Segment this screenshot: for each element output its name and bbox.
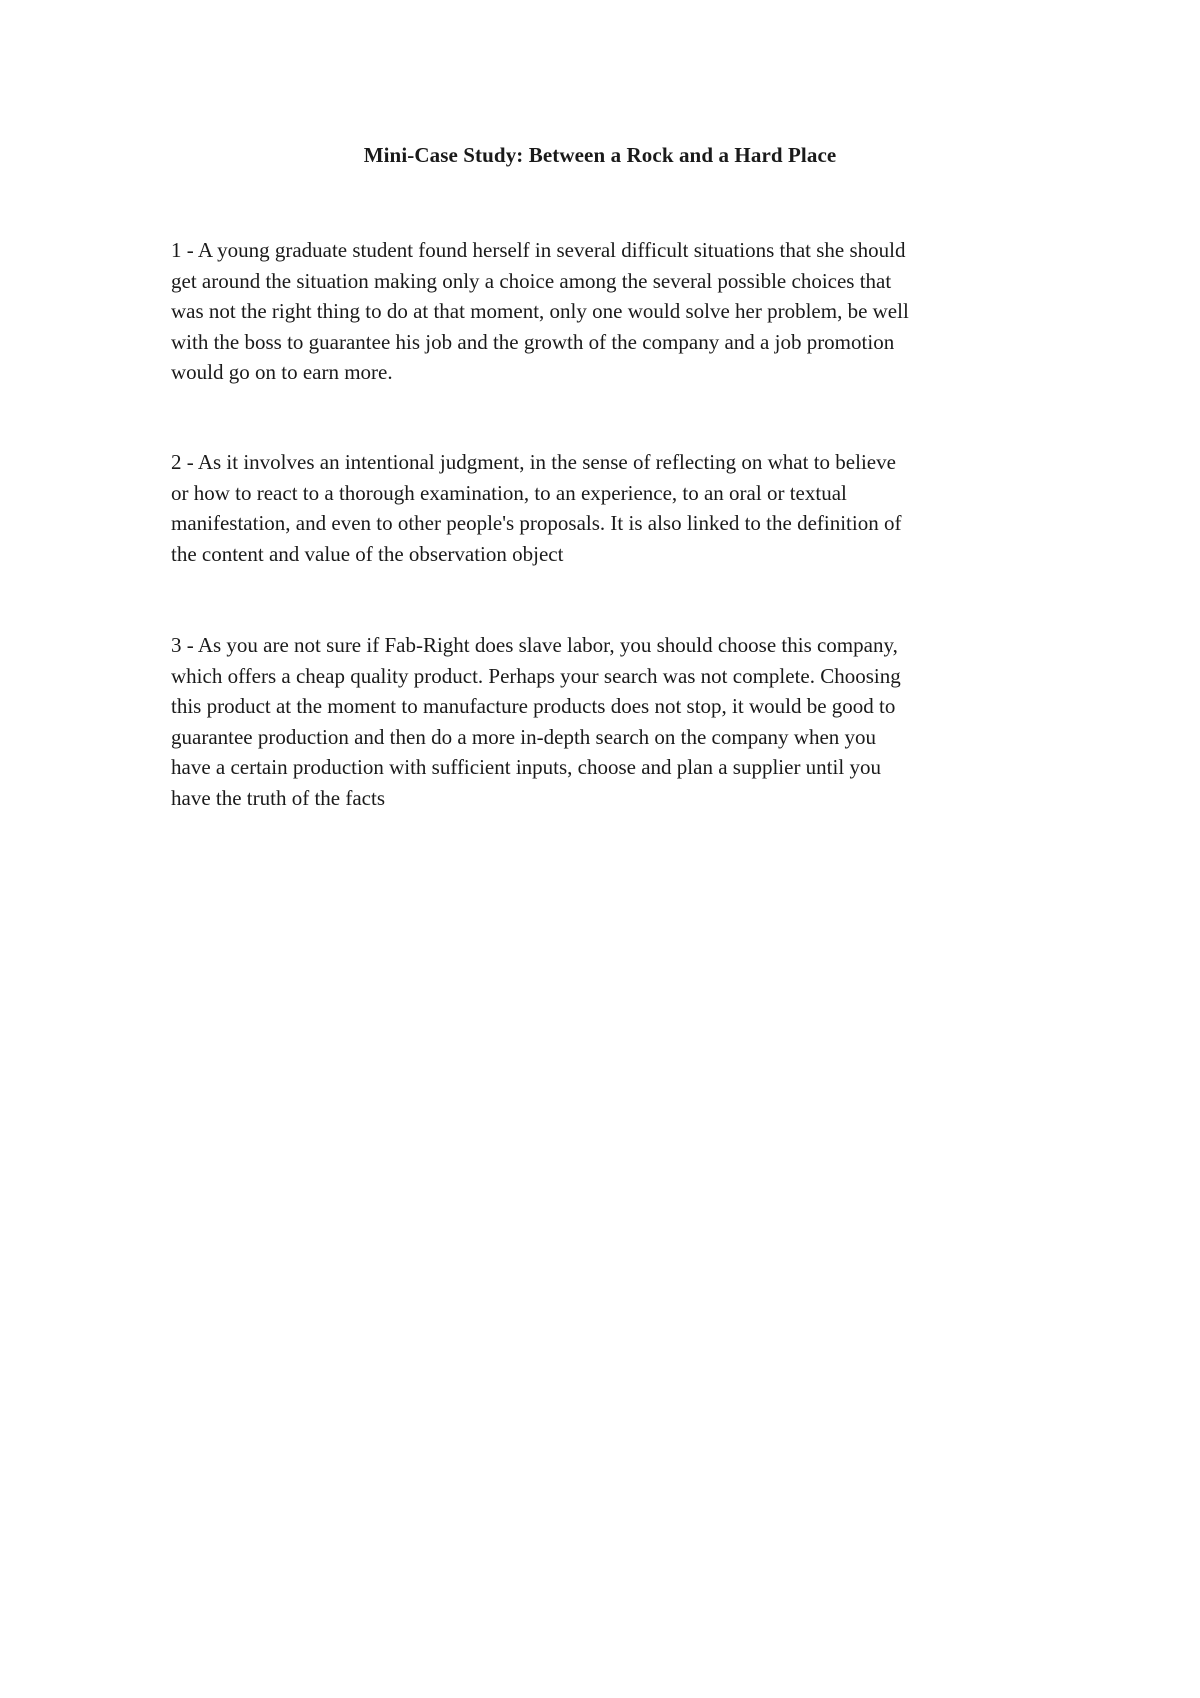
paragraph-line: 1 - A young graduate student found herself in several difficult situations that she should xyxy=(171,238,906,262)
answer-paragraph-3 xyxy=(171,630,1041,813)
document-title: Mini-Case Study: Between a Rock and a Hard Place xyxy=(363,143,837,167)
paragraph-line: or how to react to a thorough examination, to an experience, to an oral or textual xyxy=(171,480,847,505)
paragraph-line: this product at the moment to manufacture products does not stop, it would be good to xyxy=(171,694,896,718)
paragraph-line: manifestation, and even to other people's proposals. It is also linked to the definition of xyxy=(171,511,902,535)
paragraph-line: with the boss to guarantee his job and the growth of the company and a job promotion xyxy=(171,329,895,354)
paragraph-line: guarantee production and then do a more in-depth search on the company when you xyxy=(171,724,877,749)
paragraph-line: have the truth of the facts xyxy=(171,785,385,810)
paragraph-line: the content and value of the observation object xyxy=(171,541,564,566)
paragraph-line: get around the situation making only a choice among the several possible choices that xyxy=(171,268,892,293)
paragraph-line: 2 - As it involves an intentional judgment, in the sense of reflecting on what to believe xyxy=(171,450,896,474)
answer-paragraph-2 xyxy=(171,447,1041,569)
paragraph-line: have a certain production with sufficient inputs, choose and plan a supplier until you xyxy=(171,755,881,779)
paragraph-line: 3 - As you are not sure if Fab-Right does slave labor, you should choose this company, xyxy=(171,633,898,657)
answer-paragraph-1 xyxy=(171,235,1041,388)
paragraph-line: was not the right thing to do at that moment, only one would solve her problem, be well xyxy=(171,299,909,323)
paragraph-line: which offers a cheap quality product. Perhaps your search was not complete. Choosing xyxy=(171,663,901,688)
paragraph-line: would go on to earn more. xyxy=(171,360,393,384)
